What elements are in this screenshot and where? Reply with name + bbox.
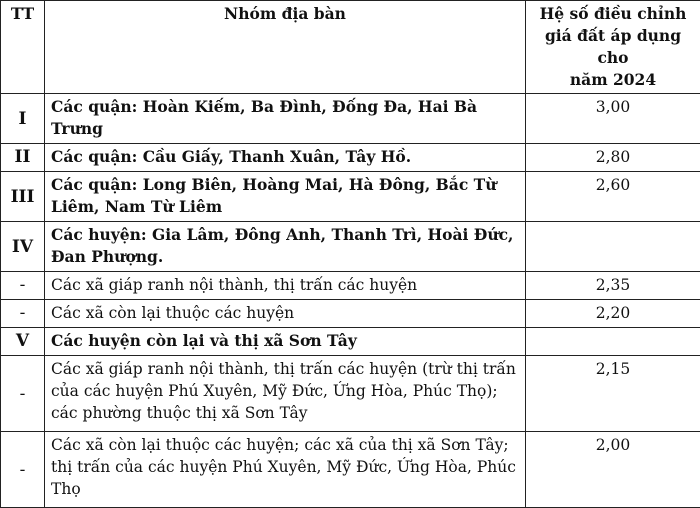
row-value: 2,35 [526, 272, 700, 300]
table-header-row [1, 1, 700, 94]
table-row [1, 222, 700, 272]
row-tt: - [1, 356, 45, 432]
row-value [526, 222, 700, 272]
row-tt: V [1, 328, 45, 356]
row-tt: II [1, 144, 45, 172]
table-row [1, 356, 700, 432]
row-area: Các xã còn lại thuộc các huyện [45, 300, 526, 328]
header-coefficient [526, 1, 700, 94]
table-row [1, 328, 700, 356]
row-tt: IV [1, 222, 45, 272]
table-row [1, 172, 700, 222]
row-tt: - [1, 272, 45, 300]
row-value: 2,20 [526, 300, 700, 328]
row-tt: III [1, 172, 45, 222]
table-row [1, 272, 700, 300]
header-area-group: Nhóm địa bàn [45, 1, 526, 94]
header-coefficient-line2: giá đất áp dụng cho [532, 25, 694, 69]
row-value: 2,00 [526, 432, 700, 508]
table-row [1, 300, 700, 328]
row-area: Các quận: Long Biên, Hoàng Mai, Hà Đông, Bắc Từ Liêm, Nam Từ Liêm [45, 172, 526, 222]
table-row [1, 94, 700, 144]
header-tt: TT [1, 1, 45, 94]
row-tt: - [1, 432, 45, 508]
row-tt: - [1, 300, 45, 328]
row-area: Các xã giáp ranh nội thành, thị trấn các huyện [45, 272, 526, 300]
row-area: Các huyện: Gia Lâm, Đông Anh, Thanh Trì, Hoài Đức, Đan Phượng. [45, 222, 526, 272]
table-row [1, 432, 700, 508]
header-coefficient-line1: Hệ số điều chỉnh [532, 3, 694, 25]
row-area: Các xã giáp ranh nội thành, thị trấn các huyện (trừ thị trấn của các huyện Phú Xuyên, Mỹ Đức, Ứng Hòa, Phúc Thọ); các phường thuộc thị xã Sơn Tây [45, 356, 526, 432]
row-value [526, 328, 700, 356]
row-value: 2,15 [526, 356, 700, 432]
row-area: Các quận: Cầu Giấy, Thanh Xuân, Tây Hồ. [45, 144, 526, 172]
table-row [1, 144, 700, 172]
row-area: Các xã còn lại thuộc các huyện; các xã của thị xã Sơn Tây; thị trấn của các huyện Phú Xuyên, Mỹ Đức, Ứng Hòa, Phúc Thọ [45, 432, 526, 508]
row-value: 2,60 [526, 172, 700, 222]
row-area: Các huyện còn lại và thị xã Sơn Tây [45, 328, 526, 356]
header-coefficient-line3: năm 2024 [532, 69, 694, 91]
row-value: 2,80 [526, 144, 700, 172]
row-area: Các quận: Hoàn Kiếm, Ba Đình, Đống Đa, Hai Bà Trưng [45, 94, 526, 144]
row-tt: I [1, 94, 45, 144]
row-value: 3,00 [526, 94, 700, 144]
